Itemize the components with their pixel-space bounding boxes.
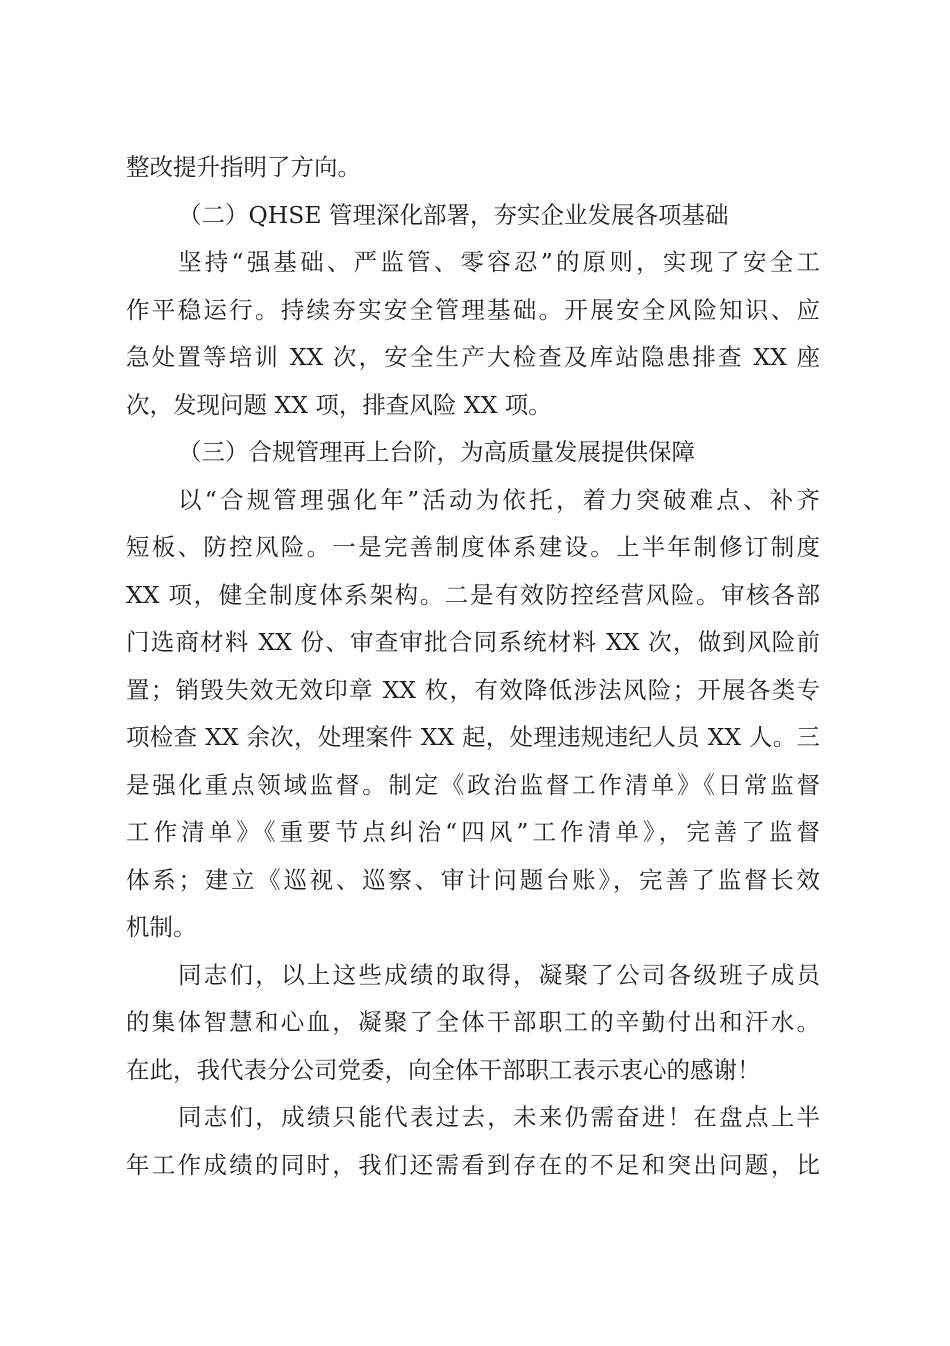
text-line: 的集体智慧和心血，凝聚了全体干部职工的辛勤付出和汗水。	[126, 1008, 820, 1036]
text-line: 同志们，成绩只能代表过去，未来仍需奋进！在盘点上半	[178, 1103, 820, 1131]
document-text-block	[126, 144, 820, 1189]
text-line: 作平稳运行。持续夯实安全管理基础。开展安全风险知识、应	[126, 295, 820, 324]
section-heading-line: （二）QHSE 管理深化部署，夯实企业发展各项基础	[178, 200, 729, 229]
text-line: 是强化重点领域监督。制定《政治监督工作清单》《日常监督	[126, 770, 820, 799]
text-line: 次，发现问题 XX 项，排查风险 XX 项。	[126, 390, 552, 419]
text-line: 项检查 XX 余次，处理案件 XX 起，处理违规违纪人员 XX 人。三	[126, 723, 820, 751]
text-line: 坚持“强基础、严监管、零容忍”的原则，实现了安全工	[178, 248, 820, 276]
text-line: 以“合规管理强化年”活动为依托，着力突破难点、补齐	[178, 485, 820, 514]
text-line: 机制。	[126, 913, 197, 941]
text-line: 工作清单》《重要节点纠治“四风”工作清单》，完善了监督	[126, 818, 820, 846]
text-line: 整改提升指明了方向。	[126, 153, 361, 181]
text-line: 在此，我代表分公司党委，向全体干部职工表示衷心的感谢！	[126, 1055, 761, 1084]
section-heading-line: （三）合规管理再上台阶，为高质量发展提供保障	[178, 438, 695, 466]
text-line: 年工作成绩的同时，我们还需看到存在的不足和突出问题，比	[126, 1150, 820, 1179]
text-line: 急处置等培训 XX 次，安全生产大检查及库站隐患排查 XX 座	[126, 343, 820, 371]
text-line: 短板、防控风险。一是完善制度体系建设。上半年制修订制度	[126, 533, 820, 561]
text-line: 门选商材料 XX 份、审查审批合同系统材料 XX 次，做到风险前	[126, 628, 820, 656]
text-line: 置；销毁失效无效印章 XX 枚，有效降低涉法风险；开展各类专	[126, 675, 820, 704]
text-line: 同志们，以上这些成绩的取得，凝聚了公司各级班子成员	[178, 960, 820, 989]
text-line: 体系；建立《巡视、巡察、审计问题台账》，完善了监督长效	[126, 865, 820, 894]
text-line: XX 项，健全制度体系架构。二是有效防控经营风险。审核各部	[126, 580, 820, 609]
